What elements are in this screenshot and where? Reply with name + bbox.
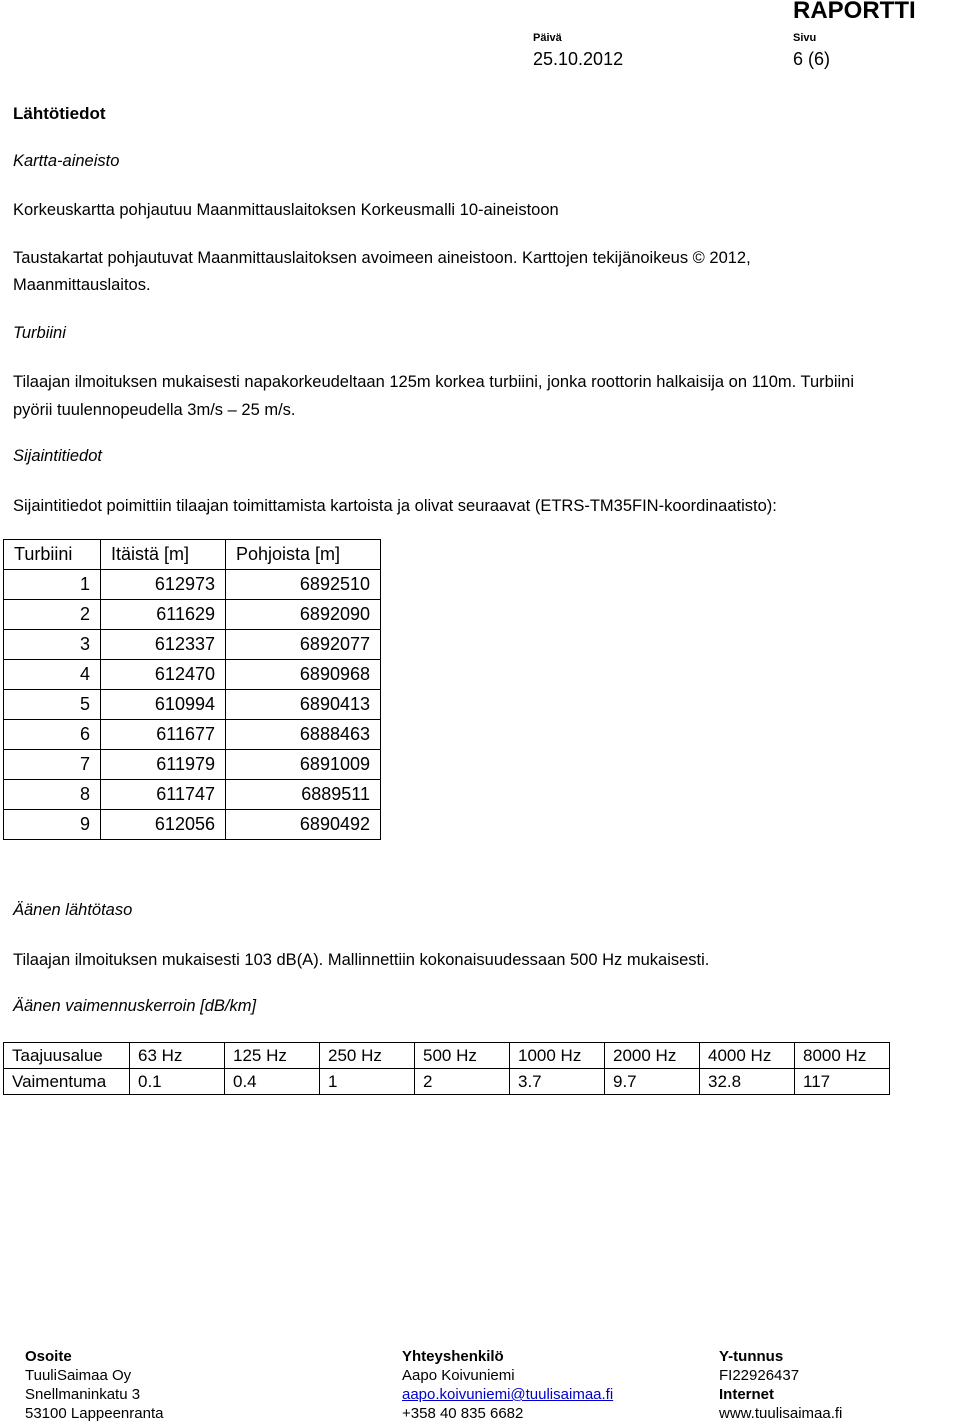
table-cell: 2 [415,1069,510,1095]
paragraph-sijaintitiedot: Sijaintitiedot poimittiin tilaajan toimittamista kartoista ja olivat seuraavat (ETRS-TM35FIN-koordinaatisto): [13,497,777,515]
table-header-cell: Turbiini [4,540,101,570]
table-cell: 0.1 [130,1069,225,1095]
table-cell: 612337 [101,630,226,660]
footer-company [719,1347,842,1423]
table-cell: 1 [320,1069,415,1095]
footer-postal: 53100 Lappeenranta [25,1405,164,1422]
table-cell: Vaimentuma [4,1069,130,1095]
paragraph-korkeuskartta: Korkeuskartta pohjautuu Maanmittauslaitoksen Korkeusmalli 10-aineistoon [13,201,559,219]
table-cell: 6890413 [226,690,381,720]
table-cell: 612056 [101,810,226,840]
table-cell: 125 Hz [225,1043,320,1069]
table-cell: 7 [4,750,101,780]
table-cell: 32.8 [700,1069,795,1095]
table-cell: 4 [4,660,101,690]
table-cell: Taajuusalue [4,1043,130,1069]
table-cell: 610994 [101,690,226,720]
table-cell: 6 [4,720,101,750]
paragraph-taustakartat-line1: Taustakartat pohjautuvat Maanmittauslaitoksen avoimeen aineistoon. Karttojen tekijänoikeus © 2012, [13,249,751,267]
table-cell: 6892077 [226,630,381,660]
table-header-row [4,540,381,570]
table-cell: 6890968 [226,660,381,690]
table-cell: 6888463 [226,720,381,750]
date-label: Päivä [533,32,562,44]
table-cell: 4000 Hz [700,1043,795,1069]
table-cell: 611629 [101,600,226,630]
subheading-sijaintitiedot: Sijaintitiedot [13,447,102,465]
table-header-cell: Itäistä [m] [101,540,226,570]
table-header-cell: Pohjoista [m] [226,540,381,570]
table-cell: 0.4 [225,1069,320,1095]
table-cell: 9 [4,810,101,840]
table-cell: 6891009 [226,750,381,780]
footer-phone: +358 40 835 6682 [402,1405,524,1422]
table-cell: 8000 Hz [795,1043,890,1069]
table-cell: 5 [4,690,101,720]
table-cell: 2000 Hz [605,1043,700,1069]
footer-ytunnus-value: FI22926437 [719,1367,800,1384]
footer-address-heading: Osoite [25,1348,72,1365]
table-row [4,810,381,840]
footer-street: Snellmaninkatu 3 [25,1386,141,1403]
footer-contact-name: Aapo Koivuniemi [402,1367,515,1384]
table-cell: 2 [4,600,101,630]
footer-contact-heading: Yhteyshenkilö [402,1348,504,1365]
table-cell: 611747 [101,780,226,810]
table-row [4,600,381,630]
table-row [4,750,381,780]
table-row [4,630,381,660]
report-title: RAPORTTI [793,0,916,24]
table-cell: 6892510 [226,570,381,600]
subheading-turbiini: Turbiini [13,324,66,342]
table-cell: 500 Hz [415,1043,510,1069]
table-cell: 612470 [101,660,226,690]
footer-contact [402,1347,613,1423]
table-row [4,1043,890,1069]
attenuation-table [3,1042,890,1095]
table-cell: 611677 [101,720,226,750]
table-row [4,720,381,750]
subheading-kartta-aineisto: Kartta-aineisto [13,152,120,170]
subheading-aanen-lahtotaso: Äänen lähtötaso [13,901,133,919]
page-label: Sivu [793,32,817,44]
paragraph-taustakartat-line2: Maanmittauslaitos. [13,276,151,294]
table-cell: 117 [795,1069,890,1095]
coordinates-table [3,539,381,840]
table-row [4,660,381,690]
paragraph-turbiini-line2: pyörii tuulennopeudella 3m/s – 25 m/s. [13,401,296,419]
table-cell: 6892090 [226,600,381,630]
footer-email-link[interactable]: aapo.koivuniemi@tuulisaimaa.fi [402,1386,614,1403]
table-cell: 1000 Hz [510,1043,605,1069]
section-heading-lahtotiedot: Lähtötiedot [13,104,106,123]
table-row [4,690,381,720]
table-cell: 63 Hz [130,1043,225,1069]
table-cell: 8 [4,780,101,810]
footer-internet-label: Internet [719,1386,775,1403]
paragraph-aanen-lahtotaso: Tilaajan ilmoituksen mukaisesti 103 dB(A). Mallinnettiin kokonaisuudessaan 500 Hz mukaisesti. [13,951,710,969]
date-value: 25.10.2012 [533,49,624,69]
table-cell: 1 [4,570,101,600]
footer-ytunnus-heading: Y-tunnus [719,1348,784,1365]
table-cell: 6889511 [226,780,381,810]
table-cell: 250 Hz [320,1043,415,1069]
table-cell: 3 [4,630,101,660]
page-value: 6 (6) [793,49,831,69]
footer-address [25,1347,163,1423]
table-cell: 3.7 [510,1069,605,1095]
footer-company-name: TuuliSaimaa Oy [25,1367,132,1384]
table-cell: 611979 [101,750,226,780]
table-row [4,780,381,810]
table-cell: 612973 [101,570,226,600]
table-row [4,570,381,600]
subheading-vaimennuskerroin: Äänen vaimennuskerroin [dB/km] [13,997,257,1015]
paragraph-turbiini-line1: Tilaajan ilmoituksen mukaisesti napakorkeudeltaan 125m korkea turbiini, jonka roottorin halkaisija on 110m. Turbiini [13,373,855,391]
table-cell: 6890492 [226,810,381,840]
footer-website[interactable]: www.tuulisaimaa.fi [719,1405,843,1422]
table-cell: 9.7 [605,1069,700,1095]
table-row [4,1069,890,1095]
